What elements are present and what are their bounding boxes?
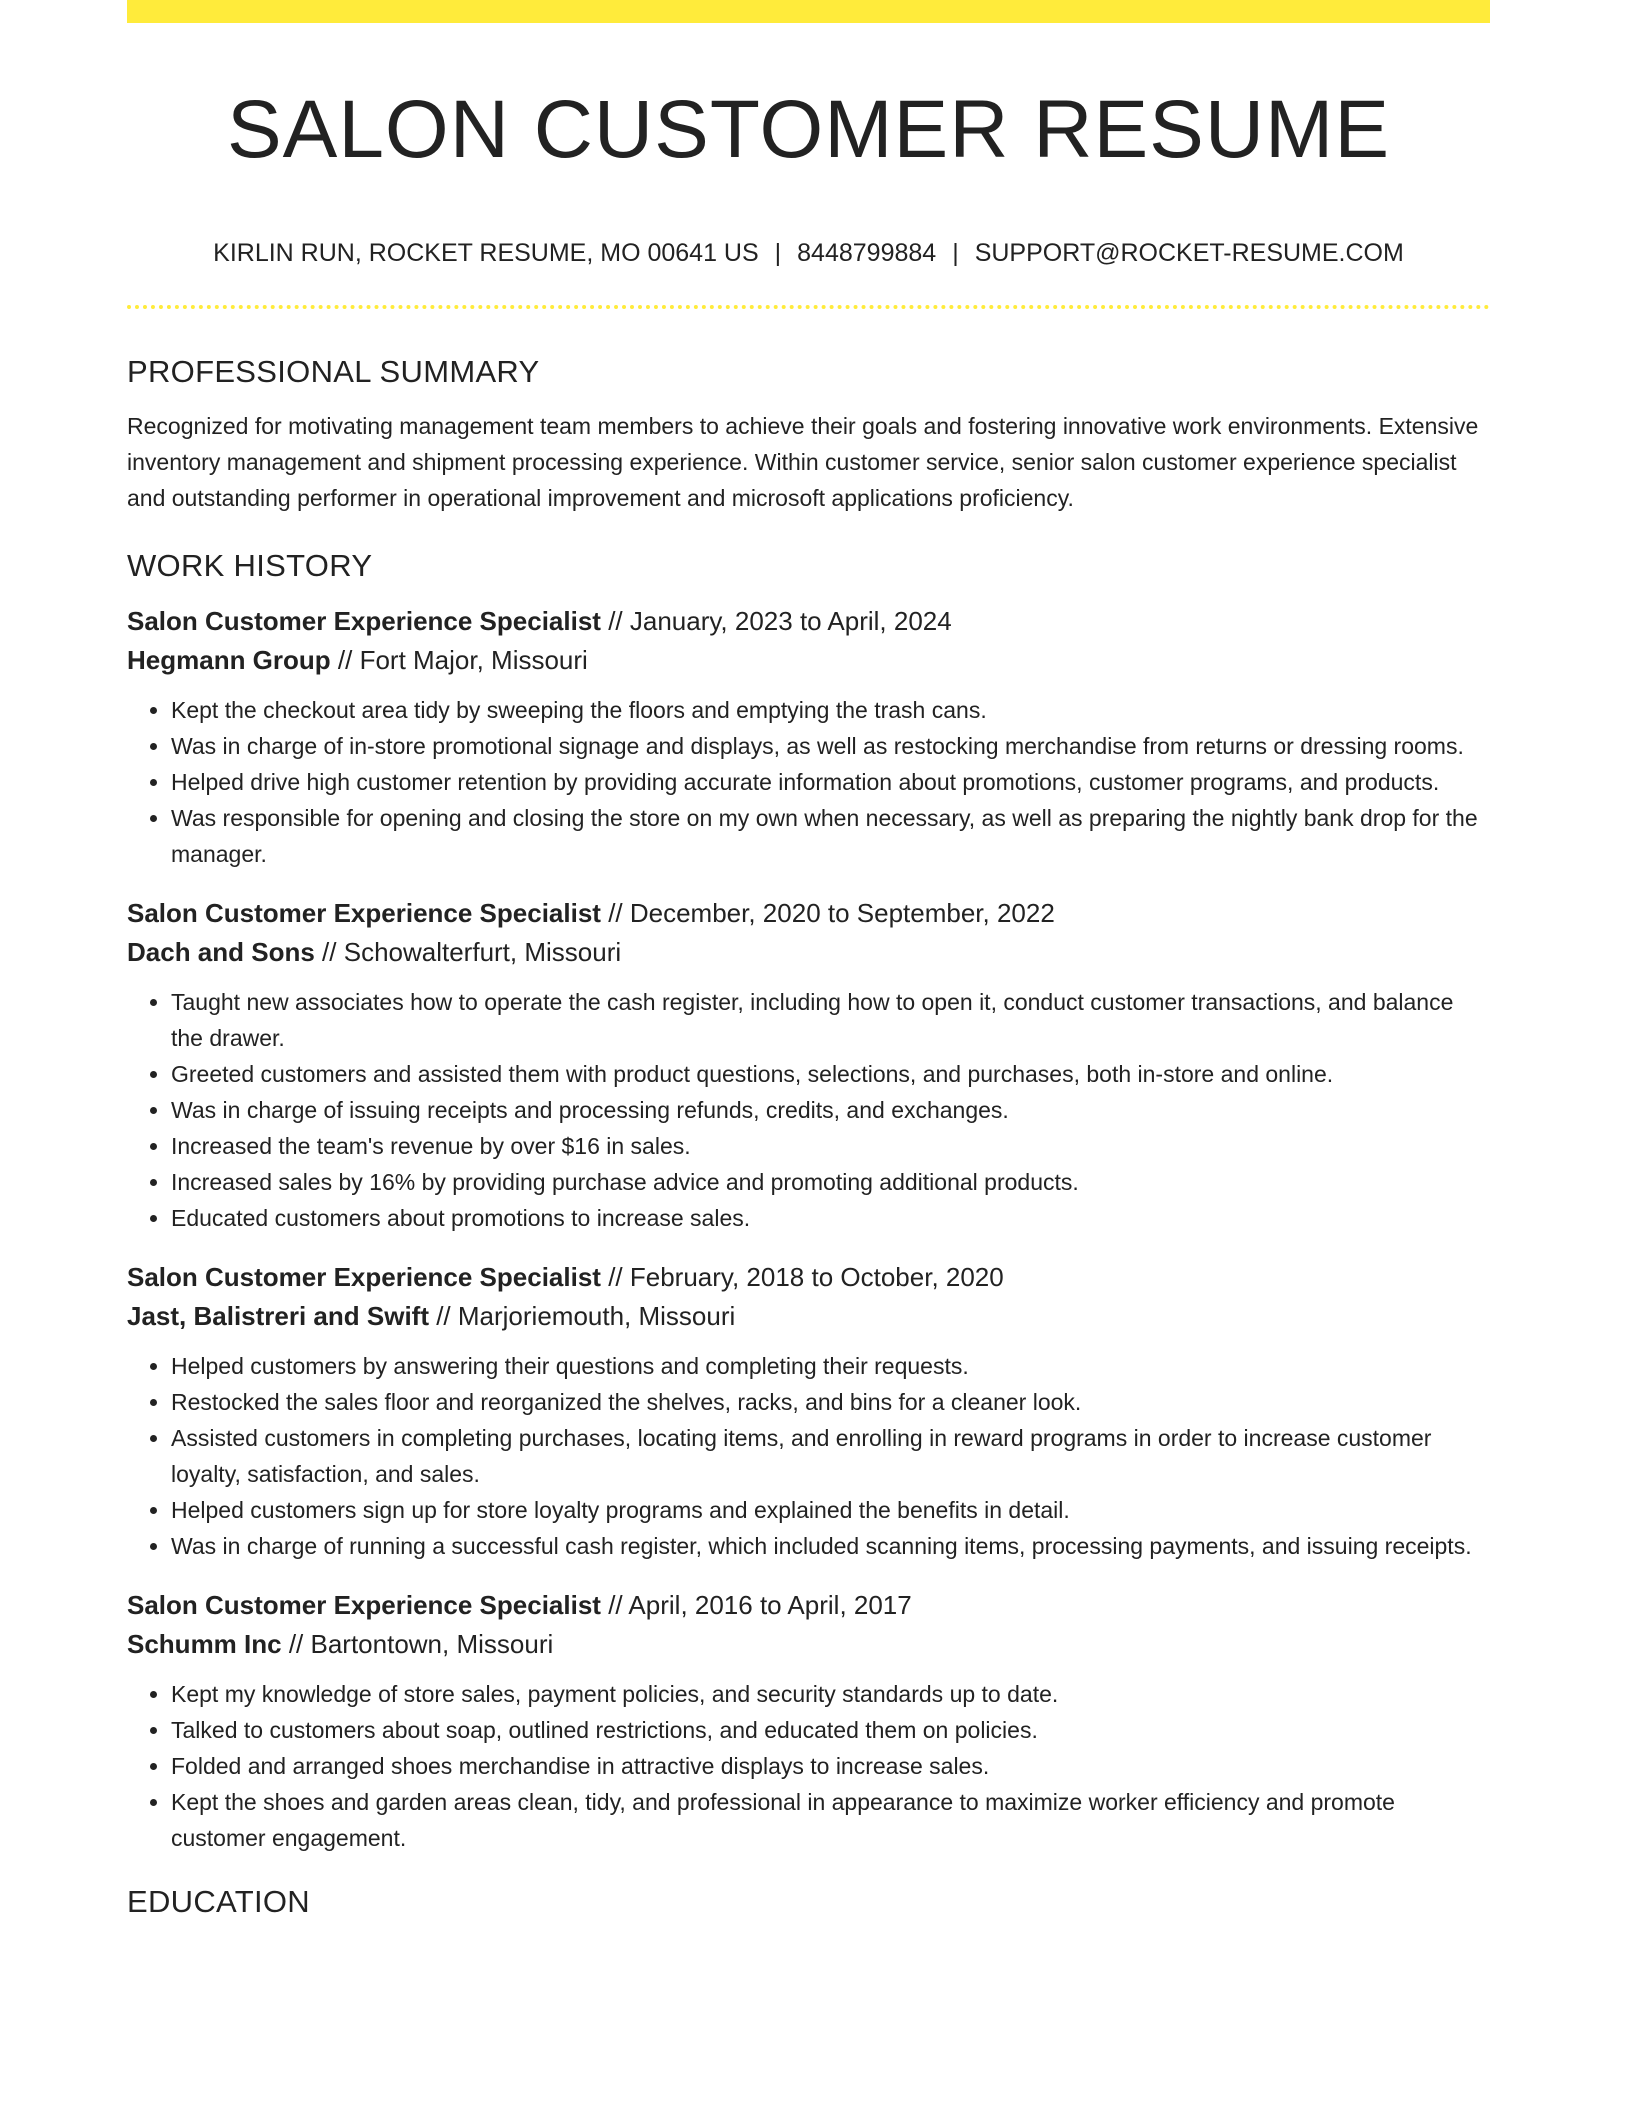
job-company-line [127,1297,1490,1336]
job-company-line [127,641,1490,680]
summary-text: Recognized for motivating management team members to achieve their goals and fostering innovative work environments. Extensive inventory management and shipment processing experience. Within customer service, senior salon customer experience specialist and outstanding performer in operational improvement and microsoft applications proficiency. [127,413,1479,511]
job-list [127,602,1490,1856]
job-location: // Schowalterfurt, Missouri [314,937,622,967]
duty-item: • Was in charge of running a successful cash register, which included scanning items, processing payments, and issuing receipts. [171,1528,1490,1564]
duty-item: • Was responsible for opening and closing the store on my own when necessary, as well as preparing the nightly bank drop for the manager. [171,800,1490,872]
duty-item: • Kept my knowledge of store sales, payment policies, and security standards up to date. [171,1676,1490,1712]
contact-separator: | [952,239,959,267]
job-entry [127,602,1490,872]
job-company: Schumm Inc [127,1629,282,1659]
job-location: // Bartontown, Missouri [281,1629,554,1659]
contact-line [127,236,1490,270]
duty-item: • Folded and arranged shoes merchandise in attractive displays to increase sales. [171,1748,1490,1784]
duty-item: • Talked to customers about soap, outlined restrictions, and educated them on policies. [171,1712,1490,1748]
job-role: Salon Customer Experience Specialist [127,1590,601,1620]
job-dates: // December, 2020 to September, 2022 [600,898,1055,928]
job-company-line [127,933,1490,972]
contact-phone: 8448799884 [797,239,937,267]
job-role: Salon Customer Experience Specialist [127,898,601,928]
job-title-line [127,1258,1490,1297]
job-dates: // February, 2018 to October, 2020 [600,1262,1004,1292]
summary-heading: PROFESSIONAL SUMMARY [127,354,540,389]
page-title: SALON CUSTOMER RESUME [226,84,1391,175]
contact-address: KIRLIN RUN, ROCKET RESUME, MO 00641 US [213,239,759,267]
contact-email: SUPPORT@ROCKET-RESUME.COM [974,239,1404,267]
job-entry [127,894,1490,1236]
duty-item: • Assisted customers in completing purchases, locating items, and enrolling in reward programs in order to increase customer loyalty, satisfaction, and sales. [171,1420,1490,1492]
duty-item: • Helped customers by answering their questions and completing their requests. [171,1348,1490,1384]
duty-item: • Restocked the sales floor and reorganized the shelves, racks, and bins for a cleaner look. [171,1384,1490,1420]
job-company-line [127,1625,1490,1664]
job-company: Jast, Balistreri and Swift [127,1301,429,1331]
duty-item: • Greeted customers and assisted them with product questions, selections, and purchases, both in-store and online. [171,1056,1490,1092]
job-company: Dach and Sons [127,937,315,967]
job-role: Salon Customer Experience Specialist [127,1262,601,1292]
dotted-divider [127,305,1490,309]
resume-content [127,348,1490,1938]
duty-item: • Helped customers sign up for store loyalty programs and explained the benefits in detail. [171,1492,1490,1528]
duty-item: • Taught new associates how to operate the cash register, including how to open it, conduct customer transactions, and balance the drawer. [171,984,1490,1056]
work-history-heading: WORK HISTORY [127,548,373,583]
job-title-line [127,602,1490,641]
duty-item: • Educated customers about promotions to increase sales. [171,1200,1490,1236]
duty-item: • Helped drive high customer retention by providing accurate information about promotions, customer programs, and products. [171,764,1490,800]
education-heading: EDUCATION [127,1884,310,1919]
duty-list [127,1348,1490,1564]
job-title-line [127,894,1490,933]
job-dates: // April, 2016 to April, 2017 [600,1590,912,1620]
duty-item: • Increased sales by 16% by providing purchase advice and promoting additional products. [171,1164,1490,1200]
job-entry [127,1258,1490,1564]
accent-bar [127,0,1490,23]
duty-item: • Was in charge of in-store promotional signage and displays, as well as restocking merchandise from returns or dressing rooms. [171,728,1490,764]
duty-item: • Kept the checkout area tidy by sweeping the floors and emptying the trash cans. [171,692,1490,728]
duty-item: • Increased the team's revenue by over $16 in sales. [171,1128,1490,1164]
job-title-line [127,1586,1490,1625]
duty-list [127,692,1490,872]
job-entry [127,1586,1490,1856]
job-location: // Fort Major, Missouri [330,645,588,675]
job-dates: // January, 2023 to April, 2024 [600,606,952,636]
job-role: Salon Customer Experience Specialist [127,606,601,636]
duty-item: • Was in charge of issuing receipts and processing refunds, credits, and exchanges. [171,1092,1490,1128]
duty-item: • Kept the shoes and garden areas clean, tidy, and professional in appearance to maximize worker efficiency and promote customer engagement. [171,1784,1490,1856]
job-location: // Marjoriemouth, Missouri [428,1301,736,1331]
duty-list [127,1676,1490,1856]
job-company: Hegmann Group [127,645,331,675]
contact-separator: | [774,239,782,267]
duty-list [127,984,1490,1236]
